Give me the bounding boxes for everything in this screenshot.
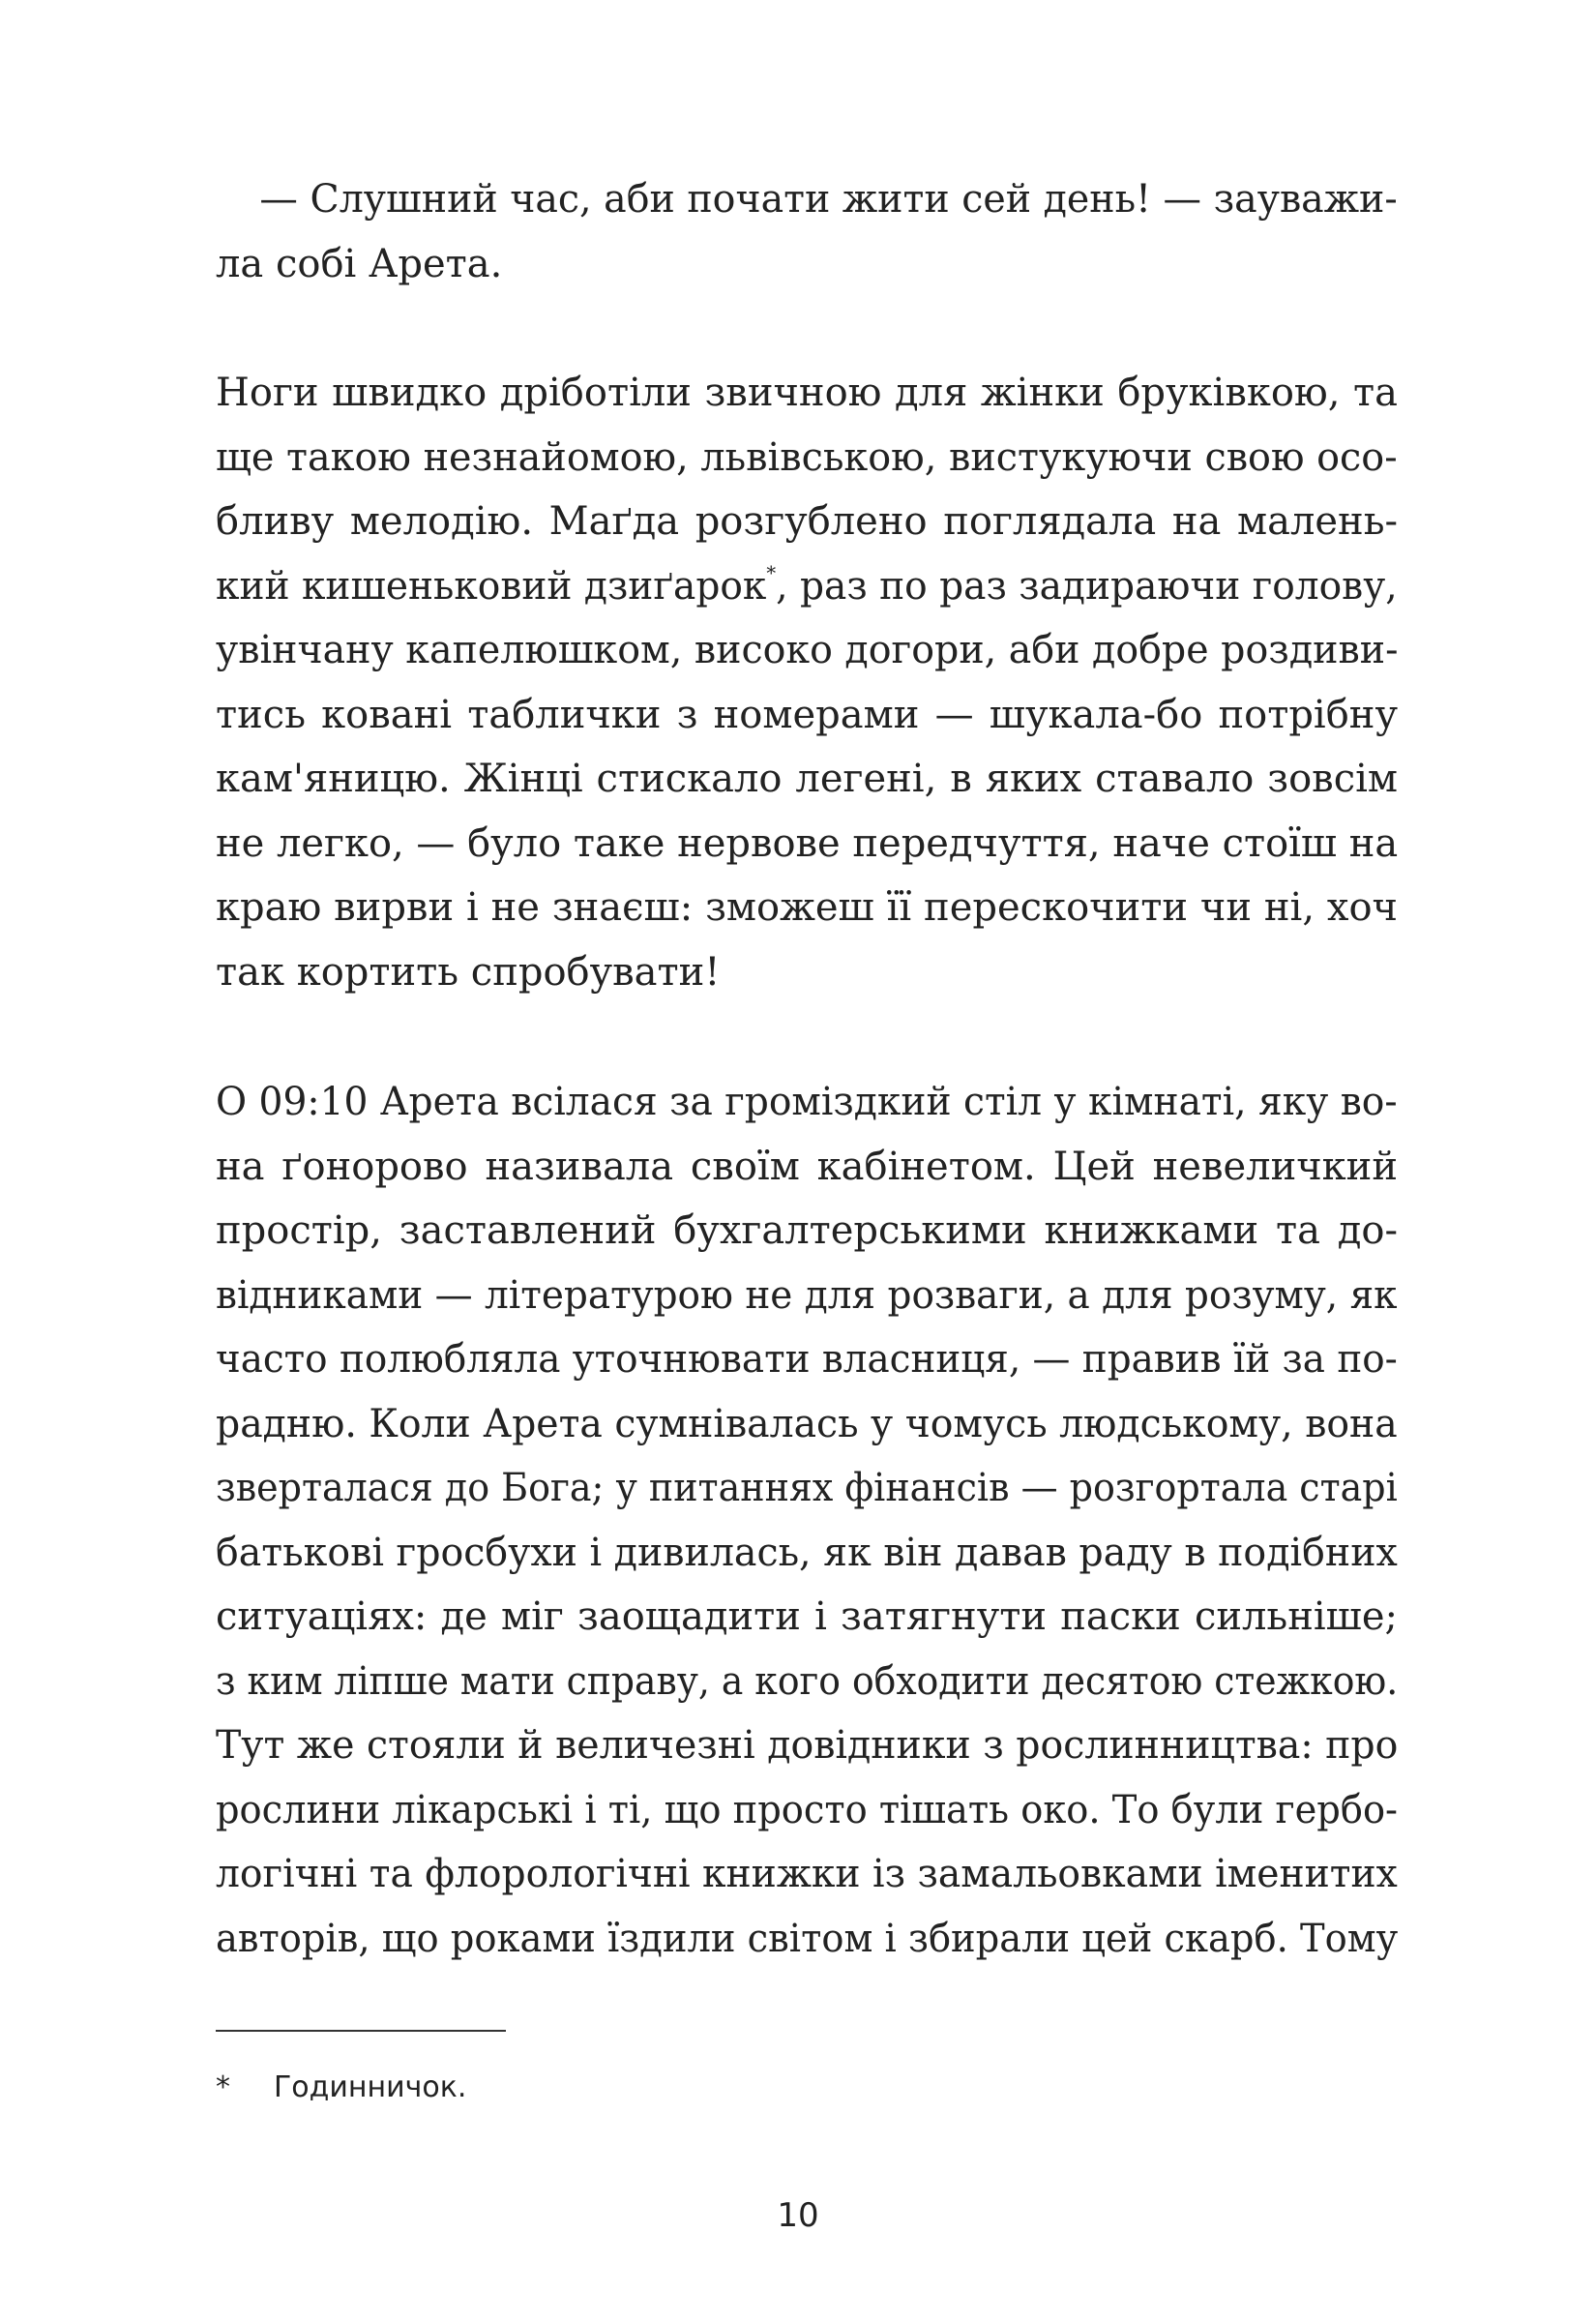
footnote [216, 2069, 466, 2107]
text-line: увінчану капелюшком, високо догори, аби добре роздиви- [216, 628, 1399, 672]
text-line: авторів, що роками їздили світом і збирали цей скарб. Тому [216, 1916, 1399, 1961]
text-line: не легко, — було таке нервове передчуття, наче стоїш на [216, 820, 1399, 866]
footnote-symbol: * [216, 2070, 230, 2104]
text-line: часто полюбляла уточнювати власниця, — правив їй за по- [216, 1337, 1398, 1382]
text-line: — Слушний час, аби почати жити сей день! — зауважи- [259, 177, 1398, 222]
text-line: так кортить спробувати! [216, 949, 721, 995]
text-line: О 09:10 Арета всілася за громіздкий стіл у кімнаті, яку во- [216, 1080, 1398, 1124]
footnote-text: Годинничок. [274, 2070, 467, 2104]
text-line: ситуаціях: де міг заощадити і затягнути паски сильніше; [216, 1594, 1398, 1639]
text-line: зверталася до Бога; у питаннях фінансів — розгортала старі [216, 1466, 1398, 1510]
footnote-divider [216, 2030, 506, 2032]
text-line: Ноги швидко дріботіли звичною для жінки бруківкою, та [216, 371, 1398, 415]
text-line-with-footnote [216, 554, 1398, 619]
paragraph-walk [216, 361, 1398, 1004]
text-line: кам'яницю. Жінці стискало легені, в яких ставало зовсім [216, 757, 1398, 801]
text-segment: , раз по раз задираючи голову, [776, 563, 1398, 609]
text-line: бливу мелодію. Маґда розгублено поглядала на малень- [216, 499, 1398, 544]
text-line: краю вирви і не знаєш: зможеш її перескочити чи ні, хоч [216, 885, 1398, 930]
page-number: 10 [777, 2196, 819, 2235]
text-line: тись ковані таблички з номерами — шукала-бо потрібну [216, 692, 1398, 737]
paragraph-dialogue [216, 167, 1398, 296]
text-segment: кий кишеньковий дзиґарок [216, 563, 767, 609]
text-line: відниками — літературою не для розваги, а для розуму, як [216, 1272, 1398, 1318]
text-line: простір, заставлений бухгалтерськими книжками та до- [216, 1208, 1398, 1253]
text-line: ще такою незнайомою, львівською, вистукуючи свою осо- [216, 434, 1398, 480]
text-line: логічні та флорологічні книжки із замальовками іменитих [216, 1852, 1398, 1896]
text-line: з ким ліпше мати справу, а кого обходити десятою стежкою. [216, 1658, 1399, 1704]
text-line: на ґонорово називала своїм кабінетом. Цей невеличкий [216, 1144, 1398, 1189]
text-line: ла собі Арета. [216, 241, 503, 286]
text-line: рослини лікарські і ті, що просто тішать око. То були гербо- [216, 1787, 1399, 1832]
footnote-reference-mark: * [766, 560, 777, 584]
text-line: батькові гросбухи і дивилась, як він давав раду в подібних [216, 1530, 1398, 1575]
paragraph-study [216, 1070, 1398, 1971]
text-line: Тут же стояли й величезні довідники з рослинництва: про [216, 1723, 1399, 1768]
text-line: радню. Коли Арета сумнівалась у чомусь людському, вона [216, 1401, 1398, 1446]
